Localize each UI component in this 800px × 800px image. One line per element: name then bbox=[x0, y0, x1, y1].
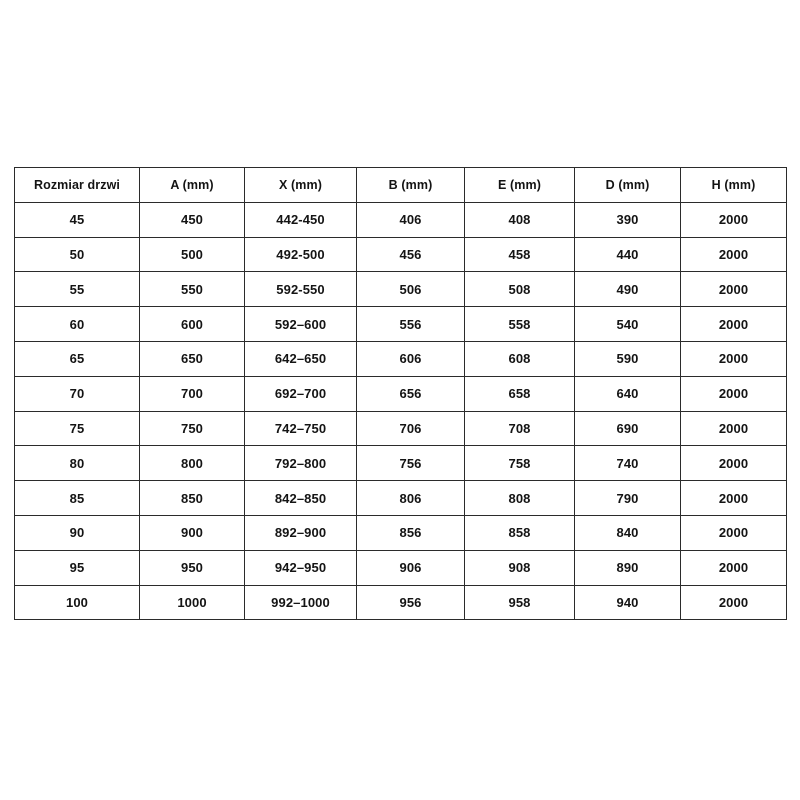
cell-x: 442-450 bbox=[245, 202, 357, 237]
table-header bbox=[15, 168, 787, 203]
column-header-b: B (mm) bbox=[357, 168, 465, 203]
cell-e: 908 bbox=[465, 550, 575, 585]
cell-d: 590 bbox=[575, 341, 681, 376]
cell-size: 60 bbox=[15, 307, 140, 342]
table-row bbox=[15, 341, 787, 376]
cell-a: 650 bbox=[140, 341, 245, 376]
cell-size: 65 bbox=[15, 341, 140, 376]
table-row bbox=[15, 202, 787, 237]
cell-size: 45 bbox=[15, 202, 140, 237]
cell-e: 708 bbox=[465, 411, 575, 446]
cell-h: 2000 bbox=[681, 515, 787, 550]
cell-h: 2000 bbox=[681, 272, 787, 307]
cell-b: 806 bbox=[357, 481, 465, 516]
table-row bbox=[15, 272, 787, 307]
cell-h: 2000 bbox=[681, 585, 787, 620]
cell-d: 890 bbox=[575, 550, 681, 585]
cell-d: 540 bbox=[575, 307, 681, 342]
cell-h: 2000 bbox=[681, 341, 787, 376]
cell-size: 80 bbox=[15, 446, 140, 481]
cell-d: 790 bbox=[575, 481, 681, 516]
cell-d: 840 bbox=[575, 515, 681, 550]
cell-x: 842–850 bbox=[245, 481, 357, 516]
cell-a: 900 bbox=[140, 515, 245, 550]
cell-b: 456 bbox=[357, 237, 465, 272]
cell-a: 600 bbox=[140, 307, 245, 342]
cell-size: 85 bbox=[15, 481, 140, 516]
cell-d: 740 bbox=[575, 446, 681, 481]
cell-x: 692–700 bbox=[245, 376, 357, 411]
cell-h: 2000 bbox=[681, 411, 787, 446]
table-row bbox=[15, 550, 787, 585]
table-row bbox=[15, 411, 787, 446]
cell-e: 558 bbox=[465, 307, 575, 342]
cell-e: 608 bbox=[465, 341, 575, 376]
cell-e: 858 bbox=[465, 515, 575, 550]
table-row bbox=[15, 515, 787, 550]
door-size-table-container bbox=[14, 167, 786, 620]
cell-d: 690 bbox=[575, 411, 681, 446]
column-header-x: X (mm) bbox=[245, 168, 357, 203]
table-row bbox=[15, 307, 787, 342]
table-header-row bbox=[15, 168, 787, 203]
column-header-e: E (mm) bbox=[465, 168, 575, 203]
cell-size: 100 bbox=[15, 585, 140, 620]
cell-size: 55 bbox=[15, 272, 140, 307]
cell-d: 940 bbox=[575, 585, 681, 620]
cell-d: 490 bbox=[575, 272, 681, 307]
cell-h: 2000 bbox=[681, 202, 787, 237]
cell-e: 658 bbox=[465, 376, 575, 411]
column-header-a: A (mm) bbox=[140, 168, 245, 203]
cell-size: 75 bbox=[15, 411, 140, 446]
cell-b: 556 bbox=[357, 307, 465, 342]
cell-b: 906 bbox=[357, 550, 465, 585]
cell-a: 800 bbox=[140, 446, 245, 481]
cell-x: 592-550 bbox=[245, 272, 357, 307]
cell-a: 550 bbox=[140, 272, 245, 307]
cell-x: 942–950 bbox=[245, 550, 357, 585]
cell-a: 750 bbox=[140, 411, 245, 446]
cell-size: 70 bbox=[15, 376, 140, 411]
cell-e: 808 bbox=[465, 481, 575, 516]
cell-x: 592–600 bbox=[245, 307, 357, 342]
cell-a: 850 bbox=[140, 481, 245, 516]
cell-e: 408 bbox=[465, 202, 575, 237]
cell-d: 440 bbox=[575, 237, 681, 272]
cell-x: 892–900 bbox=[245, 515, 357, 550]
column-header-d: D (mm) bbox=[575, 168, 681, 203]
cell-b: 406 bbox=[357, 202, 465, 237]
cell-e: 458 bbox=[465, 237, 575, 272]
cell-size: 90 bbox=[15, 515, 140, 550]
cell-h: 2000 bbox=[681, 376, 787, 411]
cell-e: 758 bbox=[465, 446, 575, 481]
cell-b: 706 bbox=[357, 411, 465, 446]
cell-b: 856 bbox=[357, 515, 465, 550]
cell-b: 506 bbox=[357, 272, 465, 307]
cell-h: 2000 bbox=[681, 550, 787, 585]
cell-x: 992–1000 bbox=[245, 585, 357, 620]
cell-h: 2000 bbox=[681, 307, 787, 342]
cell-b: 656 bbox=[357, 376, 465, 411]
cell-x: 792–800 bbox=[245, 446, 357, 481]
column-header-h: H (mm) bbox=[681, 168, 787, 203]
cell-a: 500 bbox=[140, 237, 245, 272]
cell-d: 390 bbox=[575, 202, 681, 237]
cell-size: 95 bbox=[15, 550, 140, 585]
cell-h: 2000 bbox=[681, 237, 787, 272]
cell-size: 50 bbox=[15, 237, 140, 272]
cell-h: 2000 bbox=[681, 446, 787, 481]
cell-b: 756 bbox=[357, 446, 465, 481]
column-header-rozmiar-drzwi: Rozmiar drzwi bbox=[15, 168, 140, 203]
table-row bbox=[15, 376, 787, 411]
cell-a: 700 bbox=[140, 376, 245, 411]
cell-a: 950 bbox=[140, 550, 245, 585]
table-row bbox=[15, 446, 787, 481]
cell-x: 492-500 bbox=[245, 237, 357, 272]
table-row bbox=[15, 481, 787, 516]
cell-x: 742–750 bbox=[245, 411, 357, 446]
cell-a: 450 bbox=[140, 202, 245, 237]
cell-d: 640 bbox=[575, 376, 681, 411]
cell-a: 1000 bbox=[140, 585, 245, 620]
door-size-table bbox=[14, 167, 787, 620]
table-row bbox=[15, 237, 787, 272]
table-body bbox=[15, 202, 787, 620]
cell-b: 606 bbox=[357, 341, 465, 376]
cell-b: 956 bbox=[357, 585, 465, 620]
cell-h: 2000 bbox=[681, 481, 787, 516]
table-row bbox=[15, 585, 787, 620]
cell-e: 508 bbox=[465, 272, 575, 307]
cell-e: 958 bbox=[465, 585, 575, 620]
cell-x: 642–650 bbox=[245, 341, 357, 376]
